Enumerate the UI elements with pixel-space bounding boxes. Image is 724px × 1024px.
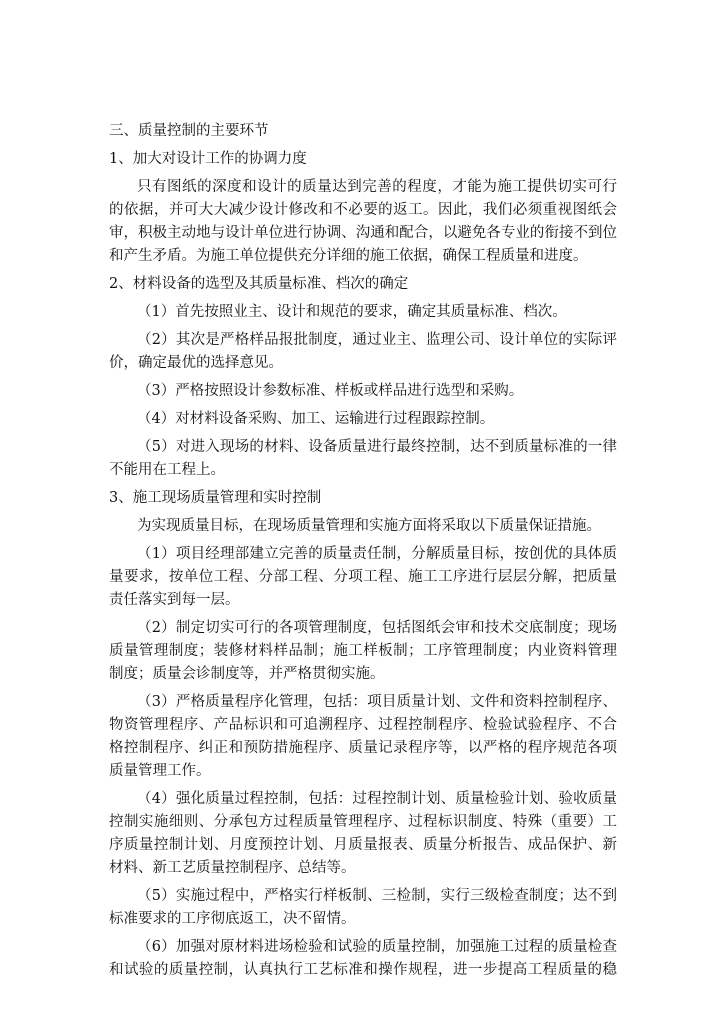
heading-material-selection: 2、材料设备的选型及其质量标准、档次的确定 xyxy=(109,276,409,292)
list-item-line: （2）其次是严格样品报批制度，通过业主、监理公司、设计单位的实际评 xyxy=(137,332,617,348)
list-item-line: （6）加强对原材料进场检验和试验的质量控制，加强施工过程的质量检查 xyxy=(137,939,617,955)
list-item-line: （1）项目经理部建立完善的质量责任制，分解质量目标，按创优的具体质 xyxy=(137,546,617,562)
list-item-line: （5）对进入现场的材料、设备质量进行最终控制，达不到质量标准的一律 xyxy=(137,439,617,455)
paragraph-line: 的依据，并可大大减少设计修改和不必要的返工。因此，我们必须重视图纸会 xyxy=(109,202,617,218)
paragraph-line: 审，积极主动地与设计单位进行协调、沟通和配合，以避免各专业的衔接不到位 xyxy=(109,225,617,241)
list-item-line: 物资管理程序、产品标识和可追溯程序、过程控制程序、检验试验程序、不合 xyxy=(109,717,617,733)
list-item-line: 和试验的质量控制，认真执行工艺标准和操作规程，进一步提高工程质量的稳 xyxy=(109,962,617,978)
list-item-line: （3）严格按照设计参数标准、样板或样品进行选型和采购。 xyxy=(137,383,524,399)
section-heading-quality-control: 三、质量控制的主要环节 xyxy=(109,123,269,139)
list-item-line: （4）强化质量过程控制，包括：过程控制计划、质量检验计划、验收质量 xyxy=(137,791,617,807)
list-item-line: （5）实施过程中，严格实行样板制、三检制，实行三级检查制度；达不到 xyxy=(137,888,617,904)
list-item-line: 控制实施细则、分承包方过程质量管理程序、过程标识制度、特殊（重要）工 xyxy=(109,814,617,830)
list-item-line: 标准要求的工序彻底返工，决不留情。 xyxy=(109,911,356,927)
list-item-line: （2）制定切实可行的各项管理制度，包括图纸会审和技术交底制度；现场 xyxy=(137,620,617,636)
list-item-line: 质量管理制度；装修材料样品制；施工样板制；工序管理制度；内业资料管理 xyxy=(109,643,617,659)
list-item-line: 制度；质量会诊制度等，并严格贯彻实施。 xyxy=(109,666,385,682)
list-item-line: （1）首先按照业主、设计和规范的要求，确定其质量标准、档次。 xyxy=(137,304,567,320)
list-item-line: （4）对材料设备采购、加工、运输进行过程跟踪控制。 xyxy=(137,411,495,427)
paragraph-line: 只有图纸的深度和设计的质量达到完善的程度，才能为施工提供切实可行 xyxy=(137,179,617,195)
list-item-line: 序质量控制计划、月度预控计划、月质量报表、质量分析报告、成品保护、新 xyxy=(109,837,617,853)
list-item-line: （3）严格质量程序化管理，包括：项目质量计划、文件和资料控制程序、 xyxy=(137,694,617,710)
heading-design-coordination: 1、加大对设计工作的协调力度 xyxy=(109,151,307,167)
list-item-line: 格控制程序、纠正和预防措施程序、质量记录程序等，以严格的程序规范各项 xyxy=(109,740,617,756)
list-item-line: 质量管理工作。 xyxy=(109,763,211,779)
intro-line: 为实现质量目标，在现场质量管理和实施方面将采取以下质量保证措施。 xyxy=(137,518,601,534)
list-item-line: 量要求，按单位工程、分部工程、分项工程、施工工序进行层层分解，把质量 xyxy=(109,569,617,585)
list-item-line: 价，确定最优的选择意见。 xyxy=(109,355,283,371)
heading-site-quality-management: 3、施工现场质量管理和实时控制 xyxy=(109,490,322,506)
paragraph-line: 和产生矛盾。为施工单位提供充分详细的施工依据，确保工程质量和进度。 xyxy=(109,248,588,264)
list-item-line: 不能用在工程上。 xyxy=(109,462,225,478)
list-item-line: 责任落实到每一层。 xyxy=(109,592,240,608)
list-item-line: 材料、新工艺质量控制程序、总结等。 xyxy=(109,860,356,876)
